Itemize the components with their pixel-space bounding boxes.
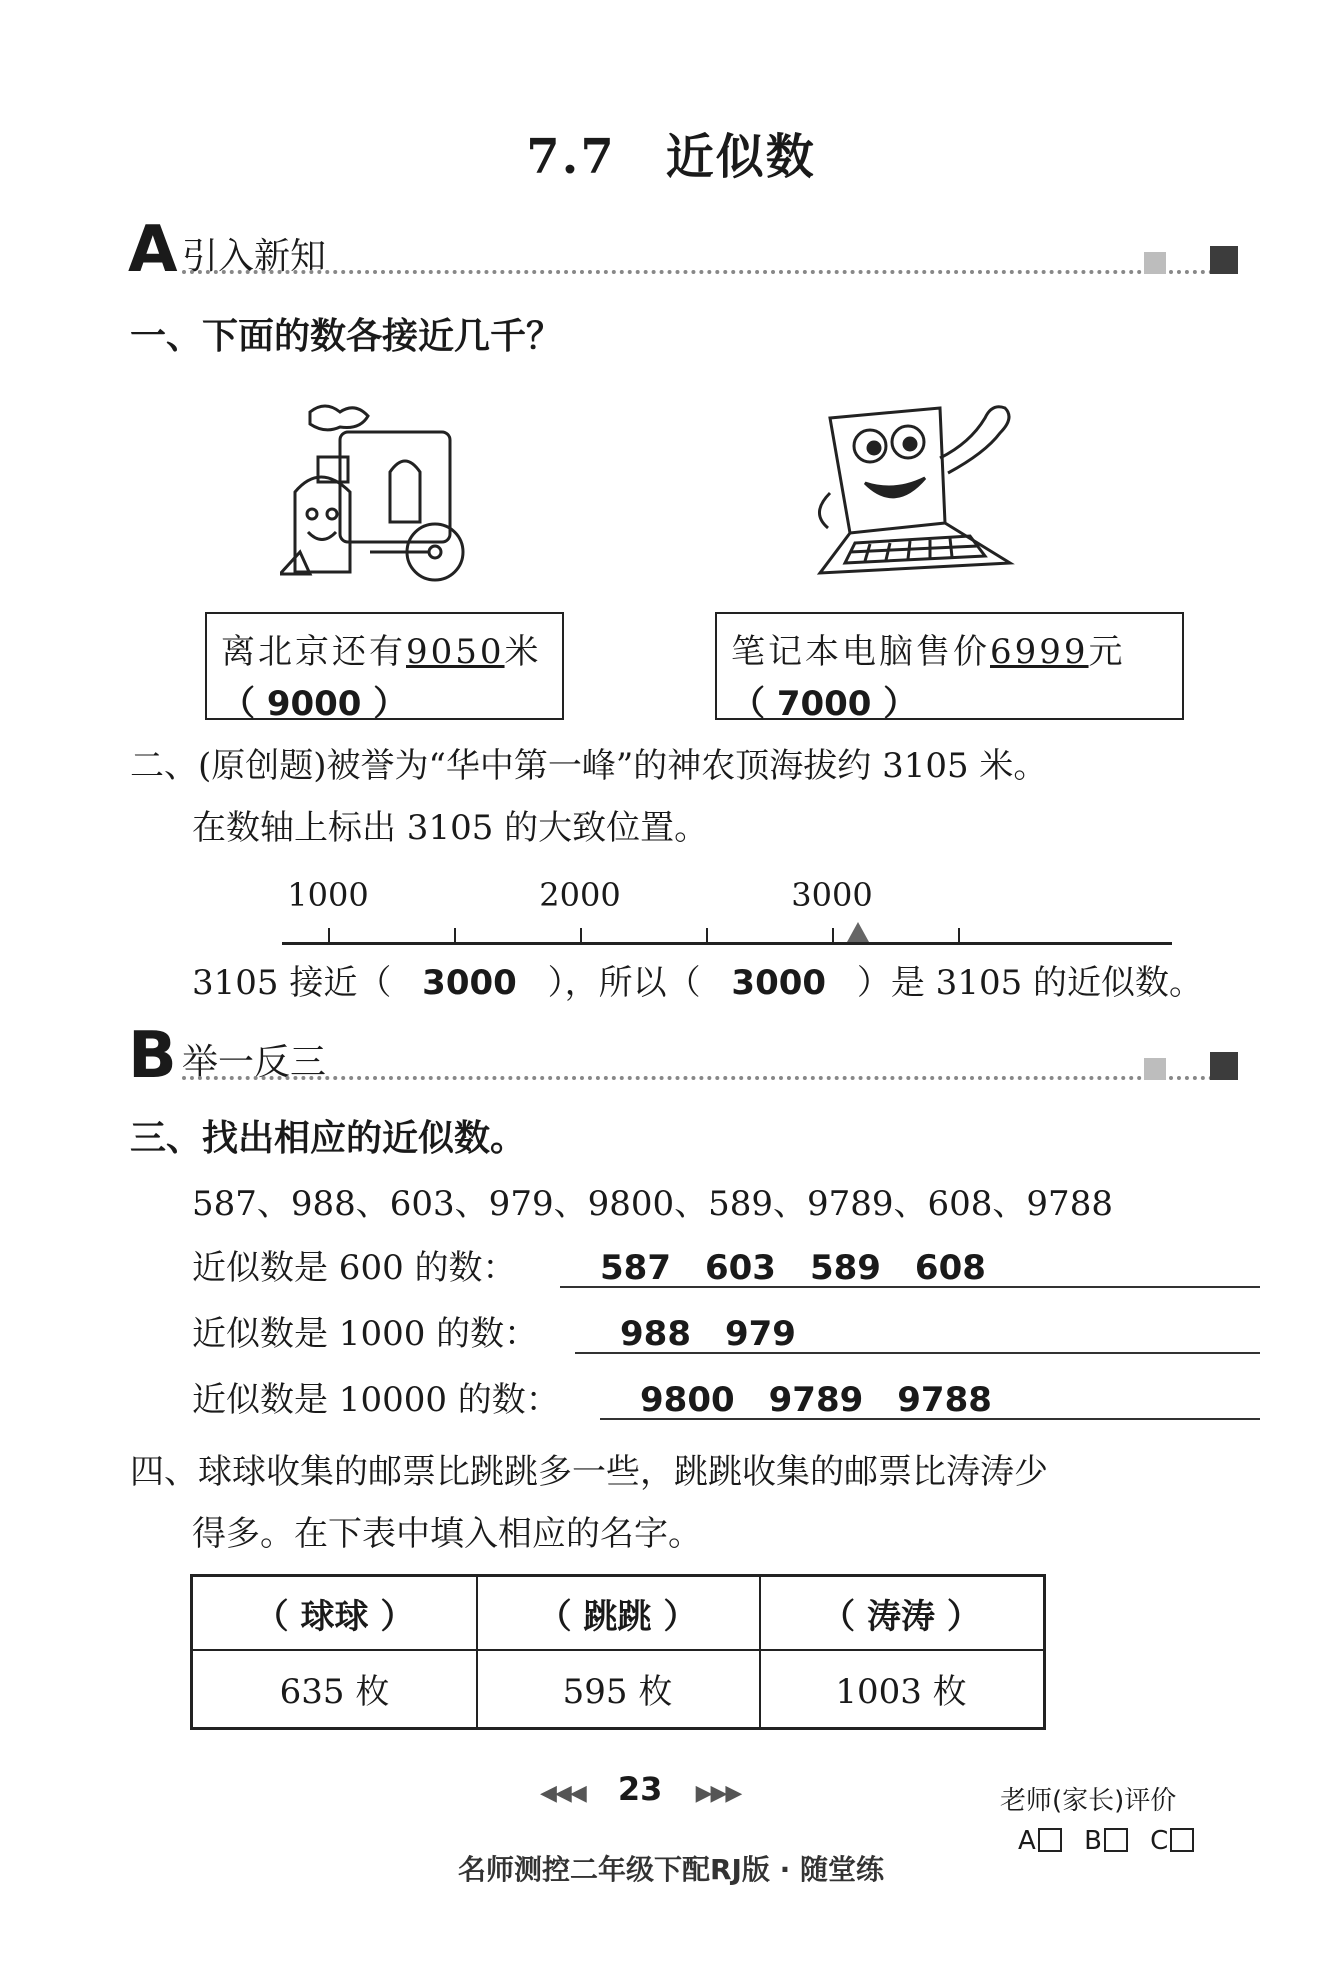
table-divider <box>476 1577 478 1727</box>
answer-value: 3000 <box>422 963 517 1003</box>
eval-option-a: A <box>1018 1826 1036 1856</box>
evaluation-label: 老师(家长)评价 <box>1000 1786 1177 1816</box>
page-title: 7.7 近似数 <box>526 129 816 185</box>
number-list: 587、988、603、979、9800、589、9789、608、9788 <box>192 1184 1113 1224</box>
approx-prompt: 近似数是 1000 的数： <box>192 1314 539 1354</box>
question-2-label: 二、(原创题)被誉为“华中第一峰”的神农顶海拔约 3105 米。 <box>130 746 1048 786</box>
position-marker-icon <box>847 922 869 942</box>
answer-box-1 <box>205 612 564 724</box>
statement-unit: 元 <box>1088 632 1126 672</box>
question-3-label: 三、找出相应的近似数。 <box>130 1118 527 1159</box>
section-name: 举一反三 <box>182 1042 327 1083</box>
decor-square <box>1210 1052 1238 1080</box>
section-rule <box>182 270 1238 274</box>
decor-square <box>1144 252 1166 274</box>
next-arrows-icon: ▶▶▶ <box>695 1781 741 1806</box>
page-number-nav <box>540 1770 740 1808</box>
axis-tick-label: 3000 <box>791 876 873 914</box>
axis-tick-label: 1000 <box>287 876 369 914</box>
table-cell: 635 枚 <box>279 1671 390 1712</box>
statement-text: 笔记本电脑售价 <box>731 632 990 672</box>
decor-square <box>1144 1058 1166 1080</box>
table-header-cell: （ 跳跳 ） <box>537 1596 698 1637</box>
approx-answer: 9800 9789 9788 <box>640 1380 992 1420</box>
table-header-cell: （ 涛涛 ） <box>821 1596 981 1637</box>
statement-unit: 米 <box>504 632 542 672</box>
name-table <box>190 1574 1046 1730</box>
axis-tick-label: 2000 <box>539 876 621 914</box>
axis-tick <box>454 928 456 944</box>
axis-tick <box>832 928 834 944</box>
answer-text: ）是 3105 的近似数。 <box>856 963 1204 1003</box>
underlined-number: 9050 <box>406 632 505 672</box>
section-letter: B <box>128 1019 177 1093</box>
table-cell: 595 枚 <box>562 1671 673 1712</box>
box-answer: （ 7000 ） <box>731 684 918 724</box>
approx-prompt: 近似数是 10000 的数： <box>192 1380 560 1420</box>
table-divider <box>759 1577 761 1727</box>
table-header-cell: （ 球球 ） <box>254 1596 415 1637</box>
number-line <box>282 876 1172 960</box>
train-illustration <box>280 402 480 582</box>
axis-tick <box>958 928 960 944</box>
question-4-line2: 得多。在下表中填入相应的名字。 <box>192 1514 702 1554</box>
axis-line <box>282 942 1172 945</box>
prev-arrows-icon: ◀◀◀ <box>540 1781 585 1806</box>
box-statement <box>731 624 1126 673</box>
section-letter: A <box>128 213 178 287</box>
question-1-label: 一、下面的数各接近几千？ <box>130 316 563 357</box>
decor-square <box>1210 246 1238 274</box>
box-statement <box>221 624 542 673</box>
table-header-row <box>193 1577 1043 1651</box>
section-b-header <box>128 1019 1238 1094</box>
axis-tick <box>328 928 330 944</box>
book-footer: 名师测控二年级下配RJ版 · 随堂练 <box>457 1853 885 1886</box>
statement-text: 离北京还有 <box>221 632 406 672</box>
answer-value: 3000 <box>731 963 827 1003</box>
laptop-illustration <box>810 398 1040 598</box>
box-answer: （ 9000 ） <box>221 684 408 724</box>
table-cell: 1003 枚 <box>835 1671 967 1712</box>
answer-text: 3105 接近（ <box>192 963 392 1003</box>
page-number: 23 <box>617 1770 663 1808</box>
table-row <box>193 1651 1043 1725</box>
approx-answer: 988 979 <box>620 1314 796 1354</box>
question-4-label: 四、球球收集的邮票比跳跳多一些，跳跳收集的邮票比涛涛少 <box>130 1452 1048 1492</box>
underlined-number: 6999 <box>990 632 1089 672</box>
axis-tick <box>706 928 708 944</box>
section-rule <box>182 1076 1238 1080</box>
question-2-answer <box>192 955 1203 1004</box>
section-name: 引入新知 <box>182 236 327 277</box>
axis-tick <box>580 928 582 944</box>
approx-answer: 587 603 589 608 <box>600 1248 986 1288</box>
question-2-line2: 在数轴上标出 3105 的大致位置。 <box>192 808 709 848</box>
section-a-header <box>128 213 1238 288</box>
answer-box-2 <box>715 612 1184 724</box>
answer-text: ），所以（ <box>547 963 701 1003</box>
eval-option-b: B <box>1084 1826 1102 1856</box>
approx-prompt: 近似数是 600 的数： <box>192 1248 517 1288</box>
eval-option-c: C <box>1150 1826 1169 1856</box>
